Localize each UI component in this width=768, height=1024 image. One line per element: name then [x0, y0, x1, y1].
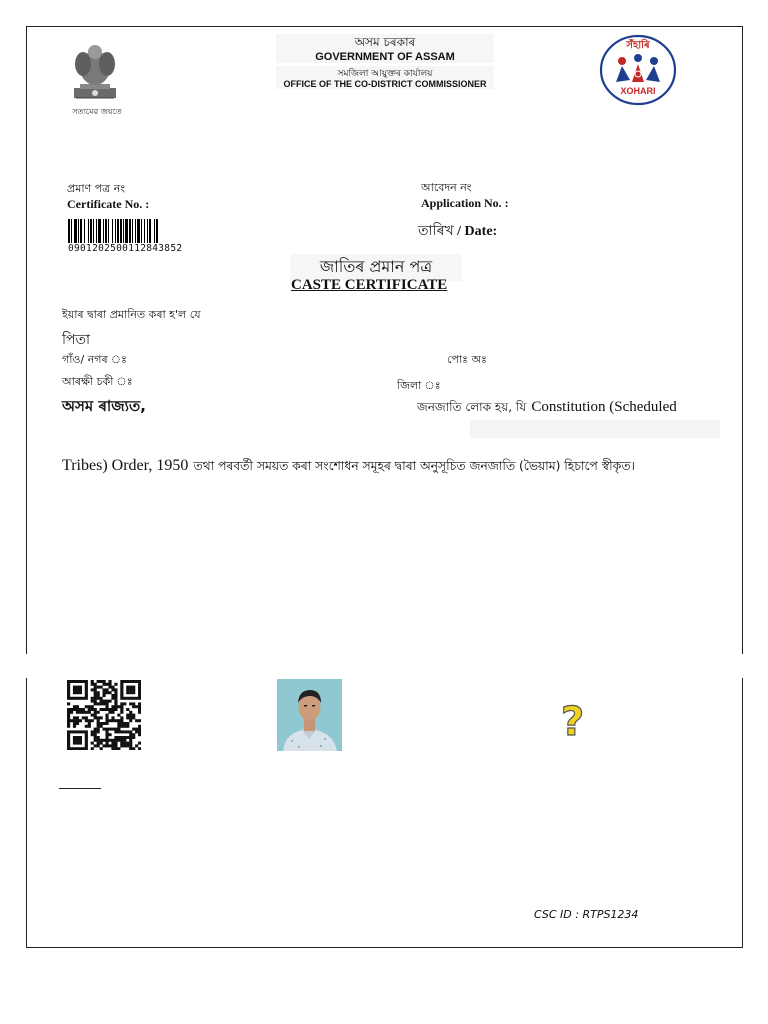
date-label-english: / Date:	[453, 224, 498, 239]
date-label-assamese: তাৰিখ	[418, 223, 454, 239]
xohari-logo-top-text: সঁহাৰি	[626, 40, 650, 51]
barcode-icon	[68, 219, 190, 243]
ashoka-emblem-icon	[66, 40, 124, 106]
police-station-label: আৰক্ষী চকী ঃ	[62, 375, 133, 388]
signature-line	[59, 788, 101, 789]
application-no-label-assamese: আবেদন নং	[421, 181, 472, 194]
signature-unknown-icon: ?	[561, 699, 585, 745]
title-assamese: জাতিৰ প্ৰমান পত্ৰ	[290, 254, 462, 281]
header-assamese: অসম চৰকাৰ	[276, 34, 494, 54]
father-label: পিতা	[62, 332, 91, 348]
order-text-bn: তথা পৰবৰ্তী সময়ত কৰা সংশোধন সমূহৰ দ্বাৰা অনুসূচিত জনজাতি (ভৈয়াম) হিচাপে স্বীকৃত।	[193, 459, 635, 473]
certify-line: ইয়াৰ দ্বাৰা প্ৰমানিত কৰা হ'ল যে	[62, 308, 201, 321]
xohari-logo-bottom-text: XOHARI	[620, 86, 656, 96]
tribe-text: জনজাতি লোক হয়, যি	[417, 400, 527, 414]
date-label	[418, 219, 497, 243]
tribe-line	[417, 396, 677, 419]
order-line	[62, 455, 635, 478]
qr-code-icon	[67, 680, 141, 750]
constitution-text: Constitution (Scheduled	[531, 399, 677, 415]
csc-id: CSC ID : RTPS1234	[534, 908, 639, 921]
village-label: গাঁও/ নগৰ ঃ	[62, 353, 127, 366]
faint-field-bar	[470, 420, 720, 438]
title-english: CASTE CERTIFICATE	[291, 277, 448, 293]
post-office-label: পোঃ অঃ	[447, 353, 487, 366]
emblem-caption: সত্যমেৱ জয়তে	[72, 107, 122, 116]
certificate-border-top	[26, 26, 743, 654]
certificate-no-label: Certificate No. :	[67, 197, 150, 211]
header-office-assamese: সমজিলা আয়ুক্তৰ কাৰ্যালয়	[276, 66, 494, 81]
header-office: OFFICE OF THE CO-DISTRICT COMMISSIONER	[276, 79, 494, 89]
barcode-number: 0901202500112843852	[68, 243, 183, 254]
certificate-no-label-assamese: প্ৰমাণ পত্ৰ নং	[67, 182, 126, 195]
applicant-photo	[277, 679, 342, 751]
application-no-label: Application No. :	[421, 196, 509, 210]
district-label: জিলা ঃ	[397, 379, 441, 392]
header-government: GOVERNMENT OF ASSAM	[276, 51, 494, 63]
order-text-en: Tribes) Order, 1950	[62, 457, 189, 474]
state-text: অসম ৰাজ্যত,	[62, 397, 146, 415]
